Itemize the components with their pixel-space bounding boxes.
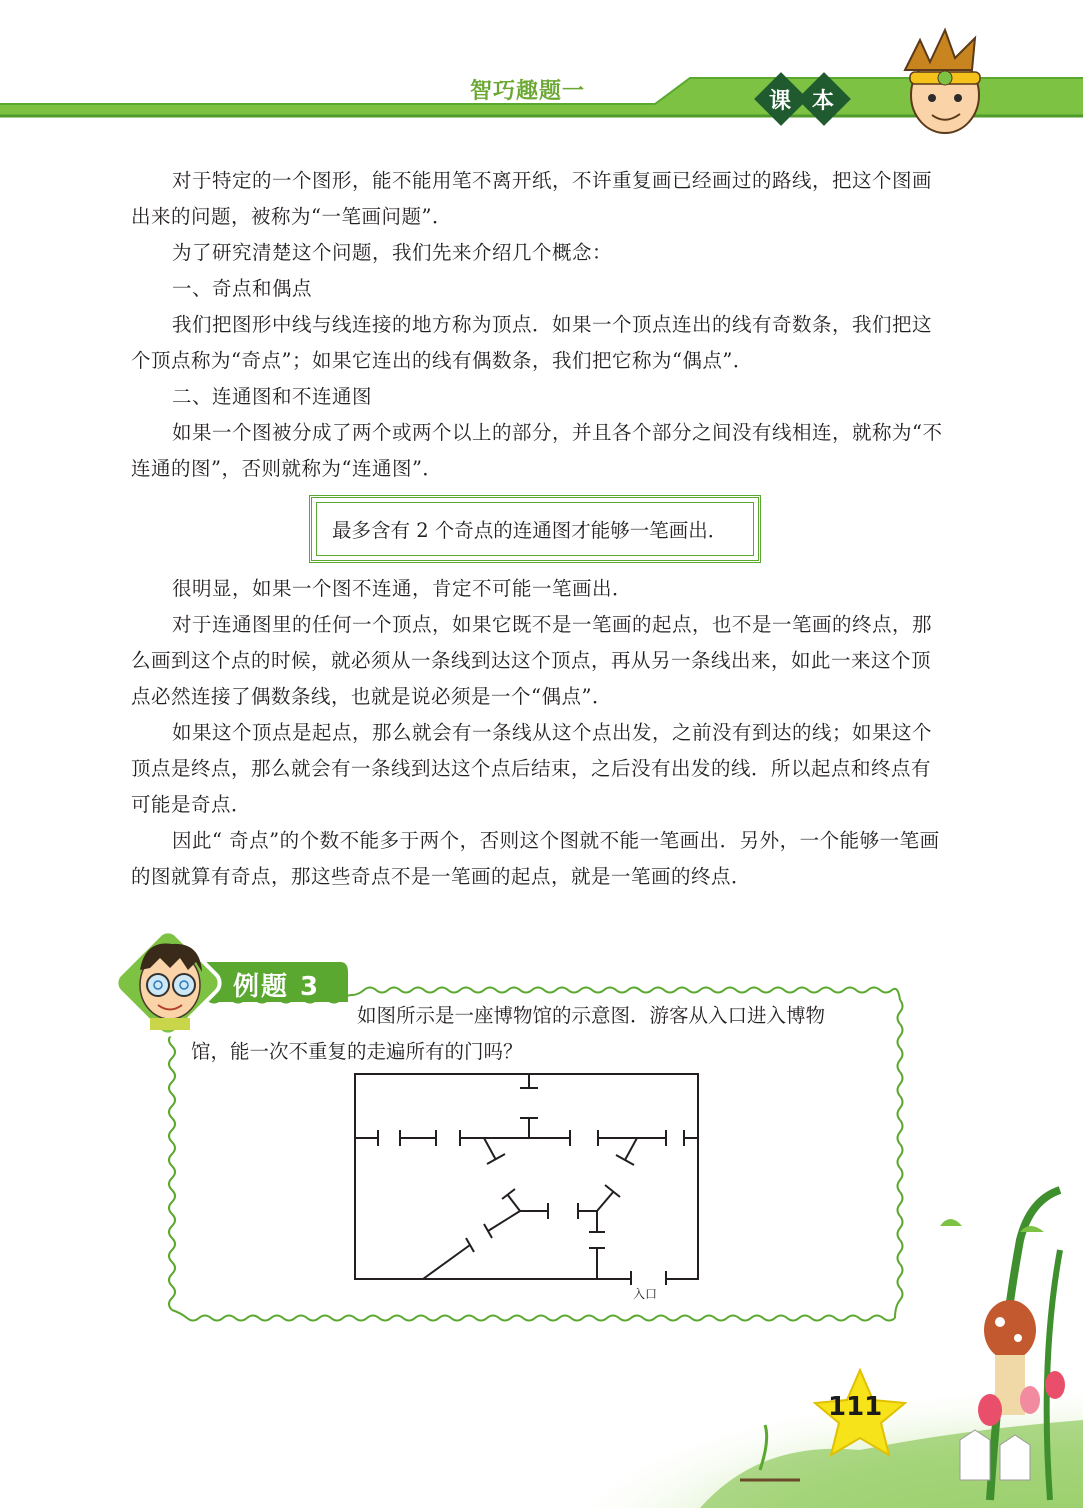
paragraph-concepts: 为了研究清楚这个问题，我们先来介绍几个概念： (172, 241, 613, 264)
paragraph-intro: 对于特定的一个图形，能不能用笔不离开纸，不许重复画已经画过的路线，把这个图画出来的问题，被称为“一笔画问题”． (131, 169, 933, 228)
badge-char-2: 本 (812, 89, 835, 114)
paragraph-connected: 如果一个图被分成了两个或两个以上的部分，并且各个部分之间没有线相连，就称为“不连通的图”，否则就称为“连通图”． (131, 421, 943, 480)
badge-char-1: 课 (769, 89, 792, 114)
paragraph-conclusion: 因此“ 奇点”的个数不能多于两个，否则这个图就不能一笔画出．另外，一个能够一笔画的图就算有奇点，那这些奇点不是一笔画的起点，就是一笔画的终点． (131, 829, 940, 888)
paragraph-obvious: 很明显，如果一个图不连通，肯定不可能一笔画出． (172, 577, 633, 600)
example-question-line1: 如图所示是一座博物馆的示意图．游客从入口进入博物 (357, 1004, 826, 1027)
paragraph-vertex: 对于连通图里的任何一个顶点，如果它既不是一笔画的起点，也不是一笔画的终点，那么画到这个点的时候，就必须从一条线到达这个顶点，再从另一条线出来，如此一来这个顶点必然连接了偶数条线，也就是说必须是一个“偶点”． (131, 613, 933, 708)
example-title: 例题 3 (233, 972, 321, 1002)
page-number: 111 (828, 1392, 883, 1422)
key-point-text: 最多含有 2 个奇点的连通图才能够一笔画出． (332, 519, 728, 542)
entrance-label: 入口 (633, 1287, 658, 1301)
heading-connected: 二、连通图和不连通图 (172, 385, 373, 408)
example-question-line2: 馆，能一次不重复的走遍所有的门吗？ (191, 1040, 523, 1063)
paragraph-start-end: 如果这个顶点是起点，那么就会有一条线从这个点出发，之前没有到达的线；如果这个顶点是终点，那么就会有一条线到达这个点后结束，之后没有出发的线．所以起点和终点有可能是奇点． (131, 721, 933, 816)
header-title: 智巧趣题一 (470, 79, 586, 104)
heading-odd-even: 一、奇点和偶点 (172, 277, 313, 300)
paragraph-odd-even: 我们把图形中线与线连接的地方称为顶点．如果一个顶点连出的线有奇数条，我们把这个顶点称为“奇点”；如果它连出的线有偶数条，我们把它称为“偶点”． (131, 313, 933, 372)
